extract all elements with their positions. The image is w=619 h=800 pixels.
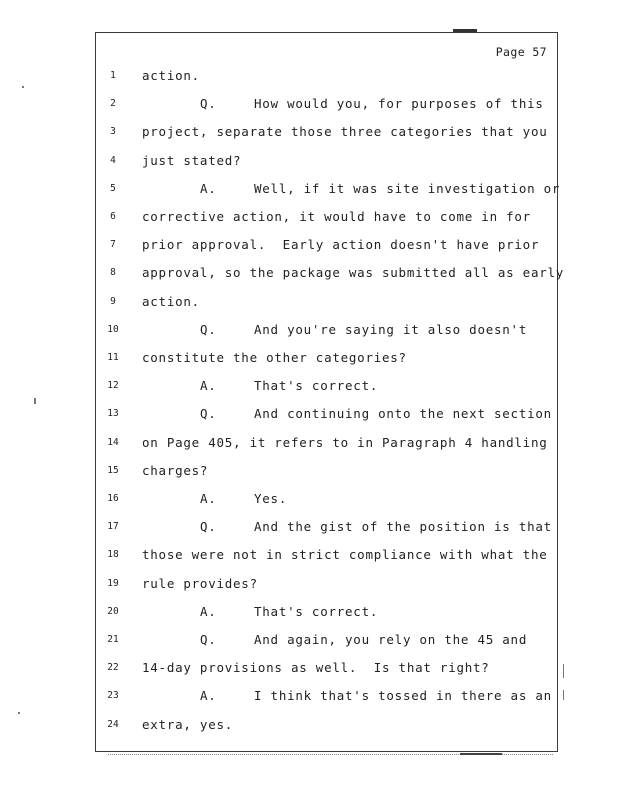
testimony-text: those were not in strict compliance with what the [142,547,548,563]
testimony-text: action. [142,68,200,83]
testimony-text: And continuing onto the next section [254,406,552,422]
footer-dash [460,753,502,755]
testimony-text: corrective action, it would have to come in for [142,209,531,224]
speaker-label: Q. [200,321,217,337]
transcript-line [96,659,559,677]
transcript-line [96,377,559,395]
scan-speck [22,86,24,88]
transcript-page [95,32,565,752]
testimony-text: charges? [142,462,209,478]
transcript-line [96,631,559,649]
line-number: 19 [107,577,119,589]
speaker-label: A. [200,180,217,196]
speaker-label: A. [200,378,217,394]
line-number: 5 [110,182,116,194]
speaker-label: A. [200,688,217,704]
speaker-label: Q. [200,632,217,647]
testimony-text: That's correct. [254,378,379,394]
line-text [142,264,564,282]
line-number: 16 [107,493,119,504]
line-number: 1 [110,70,116,81]
line-number: 12 [107,380,119,392]
line-number: 15 [107,464,119,476]
line-text [200,603,378,621]
line-number: 20 [107,605,119,617]
transcript-line [96,687,559,705]
scan-mark [453,29,477,32]
testimony-text: approval, so the package was submitted all as early [142,265,565,281]
transcript-line [96,236,559,254]
testimony-text: prior approval. Early action doesn't have prior [142,237,540,253]
testimony-text: Yes. [254,491,288,506]
line-number: 14 [107,436,119,448]
speaker-label: Q. [200,406,217,422]
line-text [200,631,527,649]
line-number: 18 [107,549,119,561]
testimony-text: How would you, for purposes of this [254,96,544,112]
line-text [142,462,208,480]
line-text [200,405,552,423]
line-number: 17 [107,521,119,533]
line-text [200,377,378,395]
line-text [200,95,544,113]
transcript-line [96,208,559,226]
line-text [142,208,531,226]
testimony-text: rule provides? [142,575,258,591]
testimony-text: Well, if it was site investigation or [254,180,561,196]
testimony-text: And the gist of the position is that [254,519,552,535]
speaker-label: A. [200,603,217,619]
line-number: 9 [110,295,116,307]
line-text [142,434,548,452]
line-number: 4 [110,154,116,166]
scan-speck [34,398,36,404]
line-text [142,659,490,677]
line-text [200,180,560,198]
testimony-text: project, separate those three categories that you [142,124,548,140]
transcript-line [96,462,559,480]
line-number: 21 [107,634,119,645]
transcript-line [96,716,559,734]
transcript-line [96,349,559,367]
testimony-text: action. [142,293,200,309]
line-number: 8 [110,267,116,279]
line-number: 13 [107,408,119,420]
line-text [142,575,258,593]
transcript-line [96,321,559,339]
testimony-text: And you're saying it also doesn't [254,321,528,337]
transcript-line [96,546,559,564]
transcript-line [96,575,559,593]
line-number: 3 [110,126,116,138]
speaker-label: Q. [200,519,217,535]
transcript-line [96,95,559,113]
testimony-text: extra, yes. [142,716,234,732]
page-number-header: Page 57 [495,45,547,59]
transcript-line [96,490,559,508]
line-text [142,349,407,367]
testimony-text: just stated? [142,152,242,168]
line-number: 10 [107,323,119,335]
line-number: 7 [110,239,116,251]
transcript-line [96,264,565,282]
line-text [142,236,539,254]
speaker-label: A. [200,491,217,506]
line-number: 2 [110,98,116,110]
transcript-line [96,434,559,452]
transcript-line [96,603,559,621]
transcript-line [96,518,559,536]
line-number: 24 [107,718,119,730]
line-number: 23 [107,690,119,702]
line-text [142,293,200,311]
scan-speck [563,664,564,678]
line-text [142,123,548,141]
scan-speck [563,690,564,700]
line-number: 11 [107,352,119,363]
line-text [142,716,233,734]
testimony-text: on Page 405, it refers to in Paragraph 4 handling [142,434,548,450]
testimony-text: That's correct. [254,603,379,619]
line-text [200,321,527,339]
line-text [200,490,287,508]
testimony-text: 14-day provisions as well. Is that right? [142,660,490,676]
testimony-text: constitute the other categories? [142,350,407,365]
scan-speck [18,712,20,714]
testimony-text: And again, you rely on the 45 and [254,632,528,647]
line-text [142,546,548,564]
line-number: 22 [107,662,119,674]
transcript-line [96,123,559,141]
transcript-line [96,405,559,423]
line-number: 6 [110,211,116,222]
transcript-line [96,67,559,85]
speaker-label: Q. [200,96,217,112]
transcript-line [96,293,559,311]
line-text [142,67,200,85]
transcript-line [96,180,559,198]
testimony-text: I think that's tossed in there as an [254,688,552,704]
line-text [200,518,552,536]
line-text [200,687,552,705]
line-text [142,152,241,170]
transcript-line [96,152,559,170]
